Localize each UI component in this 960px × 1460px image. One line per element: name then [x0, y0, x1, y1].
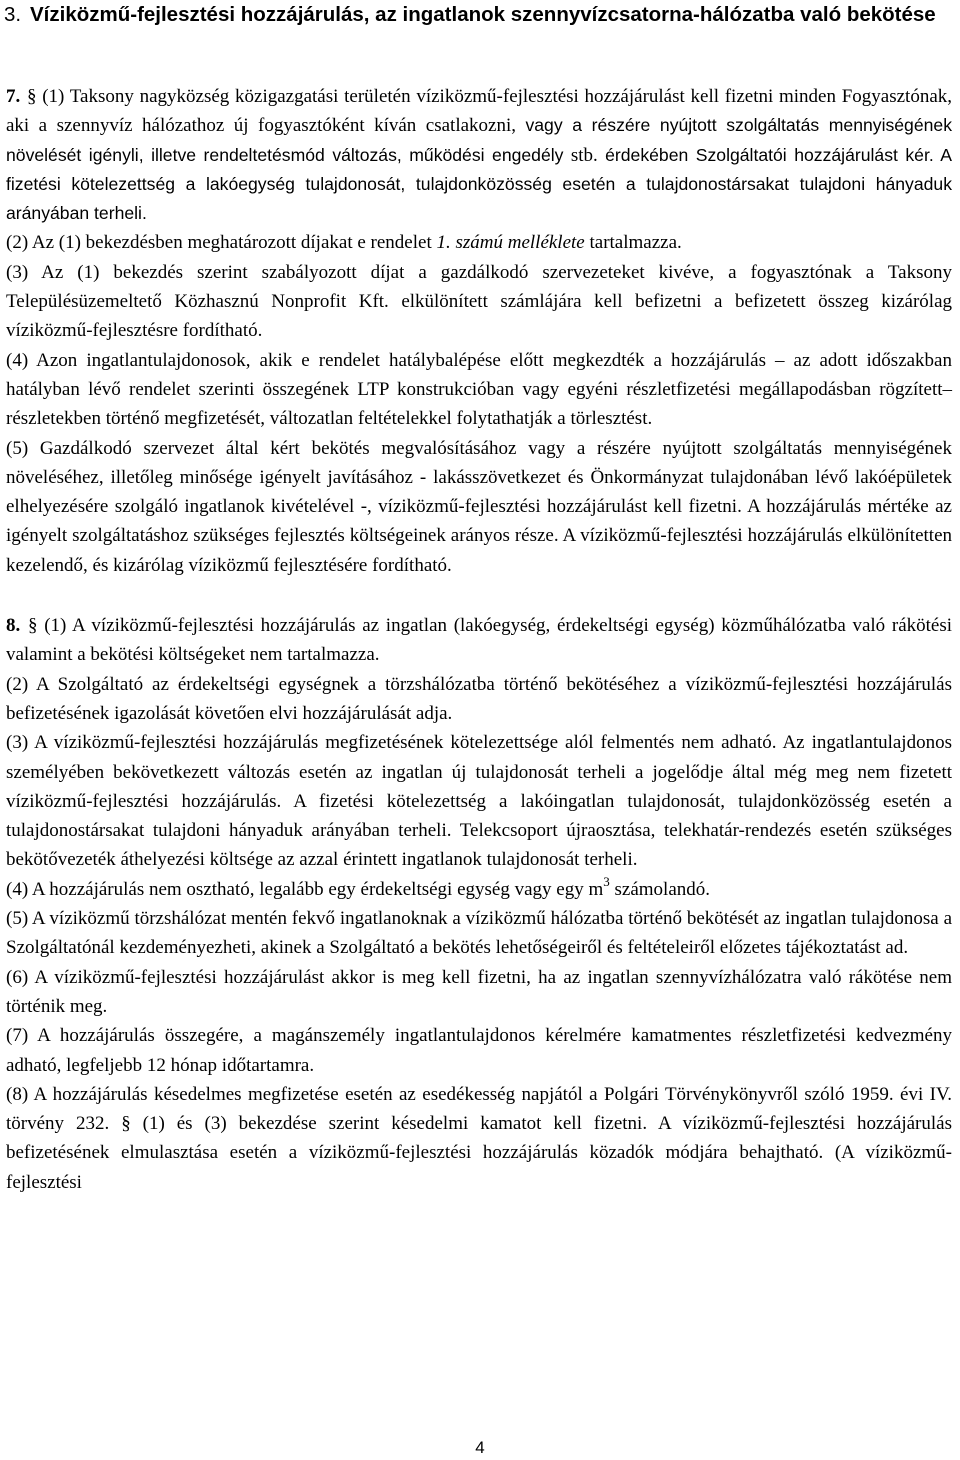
heading-number: 3.	[4, 3, 22, 26]
section-8-p4-text: (4) A hozzájárulás nem osztható, legalább egy érdekeltségi egység vagy egy m	[6, 878, 604, 900]
section-7-number: 7.	[6, 86, 21, 107]
section-7-p1-text: (1) Taksony nagyközség közigazgatási területén víziközmű-fejlesztési hozzájárulást kell fizetni minden Fogyasztónak, aki a szennyvíz hálózathoz új fogyasztóként kíván csatlakozni,	[6, 86, 952, 137]
section-spacer	[6, 580, 952, 611]
section-8-paragraph-3: (3) A víziközmű-fejlesztési hozzájárulás megfizetésének kötelezettsége alól felmentés nem adható. Az ingatlantulajdonos személyében bekövetkezett változás esetén az ingatlan új tulajdonosát terheli a jogelődje által még meg nem fizetett víziközmű-fejlesztési hozzájárulás. A fizetési kötelezettség a lakóingatlan tulajdonosát, tulajdonközösség esetén a tulajdonostársakat tulajdoni hányaduk arányában terheli. Telekcsoport újraosztása, telekhatár-rendezés esetén szükséges bekötővezeték áthelyezési költsége az azzal érintett ingatlanok tulajdonosát terheli.	[6, 732, 952, 871]
section-8-p4-text-end: számolandó.	[609, 878, 711, 900]
section-7-paragraph-2	[6, 228, 952, 257]
page-number: 4	[475, 1438, 485, 1457]
section-7-p1-sans-text: vagy a részére nyújtott szolgáltatás mennyiségének növelését igényli, illetve rendeltetésmód változás, működési engedély	[6, 115, 952, 165]
section-8-number: 8.	[6, 615, 21, 637]
section-8-paragraph-6: (6) A víziközmű-fejlesztési hozzájárulást akkor is meg kell fizetni, ha az ingatlan szennyvízhálózatra való rákötése nem történik meg.	[6, 966, 952, 1017]
section-7-paragraph-4: (4) Azon ingatlantulajdonosok, akik e rendelet hatálybalépése előtt megkezdték a hozzájárulás – az adott időszakban hatályban lévő rendelet szerinti összegének LTP konstrukcióban vagy egyéni részletfizetési megállapodásban rögzített– részletekben történő megfizetését, változatlan feltételekkel folytathatják a törlesztést.	[6, 349, 952, 430]
section-8-paragraph-5: (5) A víziközmű törzshálózat mentén fekvő ingatlanoknak a víziközmű hálózatba történő bekötését az ingatlan tulajdonosa a Szolgáltatónál kezdeményezheti, akinek a Szolgáltató a bekötés lehetőségeiről és feltételeiről előzetes tájékoztatást ad.	[6, 908, 952, 959]
section-8-p1-text: (1) A víziközmű-fejlesztési hozzájárulás az ingatlan (lakóegység, érdekeltségi egység) közműhálózatba való rákötési valamint a bekötési költségeket nem tartalmazza.	[6, 615, 953, 666]
heading-text: Víziközmű-fejlesztési hozzájárulás, az ingatlanok szennyvízcsatorna-hálózatba való bekötése	[30, 3, 936, 26]
document-body	[6, 82, 952, 1197]
cubic-superscript: 3	[603, 874, 610, 890]
section-8-paragraph-8: (8) A hozzájárulás késedelmes megfizetése esetén az esedékesség napjától a Polgári Törvénykönyvről szóló 1959. évi IV. törvény 232. § (1) és (3) bekezdése szerint késedelmi kamatot kell fizetni. A víziközmű-fejlesztési hozzájárulás befizetésének elmulasztása esetén a víziközmű-fejlesztési hozzájárulás közadók módjára behajtható. (A víziközmű-fejlesztési	[6, 1083, 952, 1193]
section-7-paragraph-5: (5) Gazdálkodó szervezet által kért bekötés megvalósításához vagy a részére nyújtott szolgáltatás mennyiségének növeléséhez, illetőleg minősége igényelt javításához - lakásszövetkezet és Önkormányzat tulajdonában lévő lakóépületek elhelyezésére szolgáló ingatlanok kivételével -, víziközmű-fejlesztési hozzájárulást kell fizetni. A hozzájárulás mértéke az igényelt szolgáltatáshoz szükséges fejlesztés költségeinek arányos része. A víziközmű-fejlesztési hozzájárulás elkülönítetten kezelendő, és kizárólag víziközmű fejlesztésére fordítható.	[6, 437, 952, 576]
section-8-paragraph-2: (2) A Szolgáltató az érdekeltségi egységnek a törzshálózatba történő bekötéséhez a víziközmű-fejlesztési hozzájárulás befizetésének igazolását követően elvi hozzájárulását adja.	[6, 673, 952, 724]
section-7-paragraph-3: (3) Az (1) bekezdés szerint szabályozott díjat a gazdálkodó szervezeteket kivéve, a fogyasztónak a Taksony Településüzemeltető Közhasznú Nonprofit Kft. elkülönített számlájára kell befizetni a befizetett összeg kizárólag víziközmű-fejlesztésre fordítható.	[6, 261, 952, 342]
section-heading	[4, 0, 942, 29]
section-7-p1-sans-text-2: érdekében Szolgáltatói hozzájárulást kér. A fizetési kötelezettség a lakóegység tulajdonosát, tulajdonközösség esetén a tulajdonostársakat tulajdoni hányaduk arányában terheli.	[6, 144, 952, 224]
section-8-paragraph-4	[6, 875, 952, 904]
section-7-p2-text-end: tartalmazza.	[584, 232, 682, 254]
annex-reference: 1. számú melléklete	[436, 232, 585, 254]
section-7-paragraph-1	[6, 82, 952, 228]
section-7-p1-stb: stb.	[563, 144, 606, 166]
section-8-paragraph-7: (7) A hozzájárulás összegére, a magánszemély ingatlantulajdonos kérelmére kamatmentes részletfizetési kedvezmény adható, legfeljebb 12 hónap időtartamra.	[6, 1025, 952, 1076]
section-7-p2-text: (2) Az (1) bekezdésben meghatározott díjakat e rendelet	[6, 232, 437, 254]
section-8-paragraph-1	[6, 611, 952, 670]
section-7-symbol: §	[26, 86, 37, 107]
section-8-symbol: §	[27, 615, 38, 637]
